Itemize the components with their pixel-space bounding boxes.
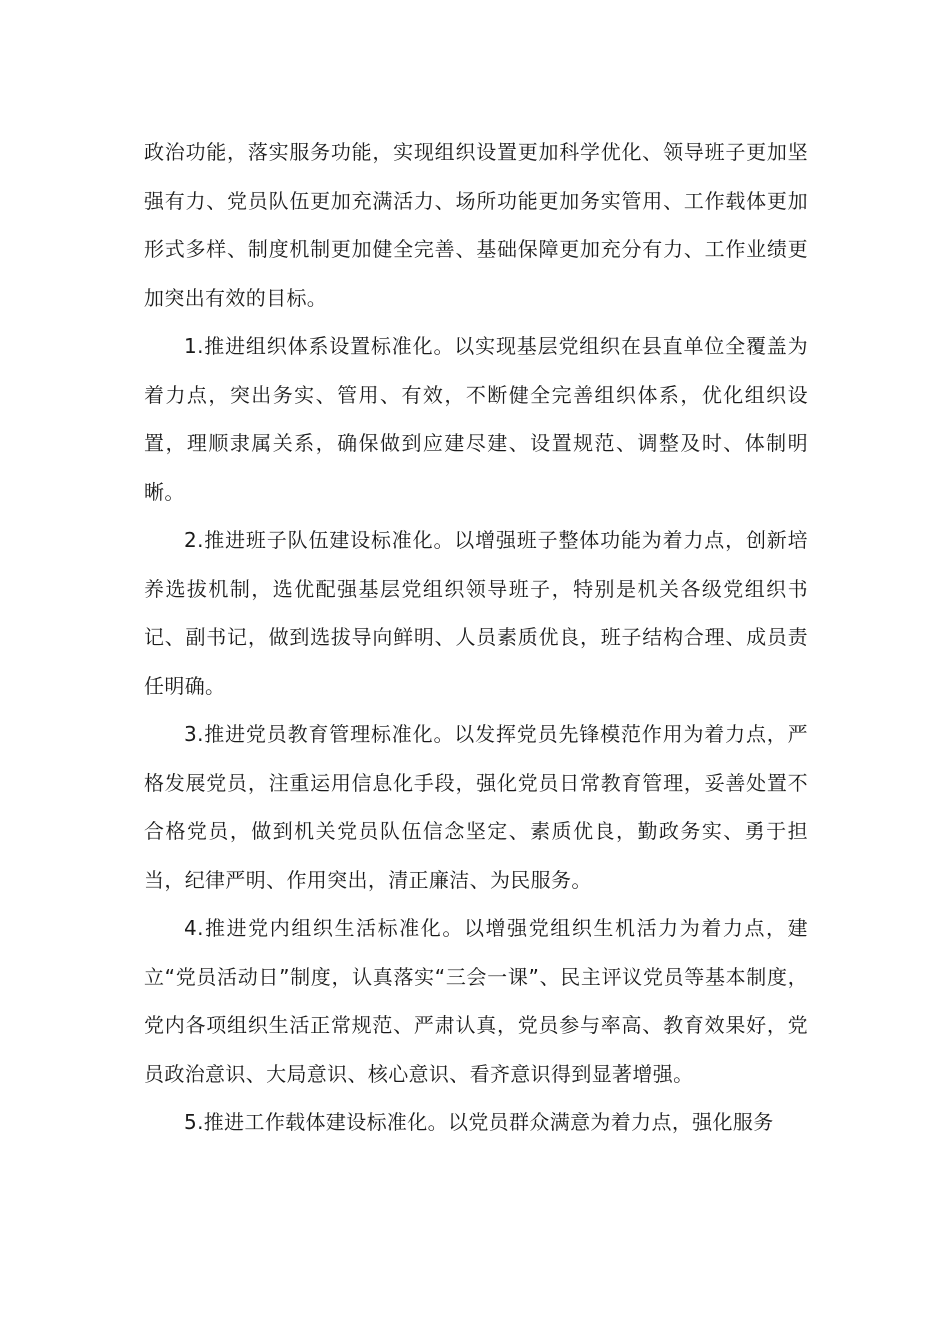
paragraph-item-2: 2.推进班子队伍建设标准化。以增强班子整体功能为着力点，创新培养选拔机制，选优配强基层党组织领导班子，特别是机关各级党组织书记、副书记，做到选拔导向鲜明、人员素质优良，班子结构合理、成员责任明确。: [144, 528, 808, 698]
paragraph-item-3: 3.推进党员教育管理标准化。以发挥党员先锋模范作用为着力点，严格发展党员，注重运用信息化手段，强化党员日常教育管理，妥善处置不合格党员，做到机关党员队伍信念坚定、素质优良，勤政务实、勇于担当，纪律严明、作用突出，清正廉洁、为民服务。: [144, 722, 808, 892]
document-body: [144, 128, 808, 1147]
paragraph-item-1: 1.推进组织体系设置标准化。以实现基层党组织在县直单位全覆盖为着力点，突出务实、管用、有效，不断健全完善组织体系，优化组织设置，理顺隶属关系，确保做到应建尽建、设置规范、调整及时、体制明晰。: [144, 334, 808, 504]
paragraph-item-5: 5.推进工作载体建设标准化。以党员群众满意为着力点，强化服务: [184, 1110, 774, 1134]
paragraph-item-4: 4.推进党内组织生活标准化。以增强党组织生机活力为着力点，建立“党员活动日”制度，认真落实“三会一课”、民主评议党员等基本制度，党内各项组织生活正常规范、严肃认真，党员参与率高、教育效果好，党员政治意识、大局意识、核心意识、看齐意识得到显著增强。: [144, 916, 808, 1086]
paragraph-intro-continuation: 政治功能，落实服务功能，实现组织设置更加科学优化、领导班子更加坚强有力、党员队伍更加充满活力、场所功能更加务实管用、工作载体更加形式多样、制度机制更加健全完善、基础保障更加充分有力、工作业绩更加突出有效的目标。: [144, 140, 808, 310]
